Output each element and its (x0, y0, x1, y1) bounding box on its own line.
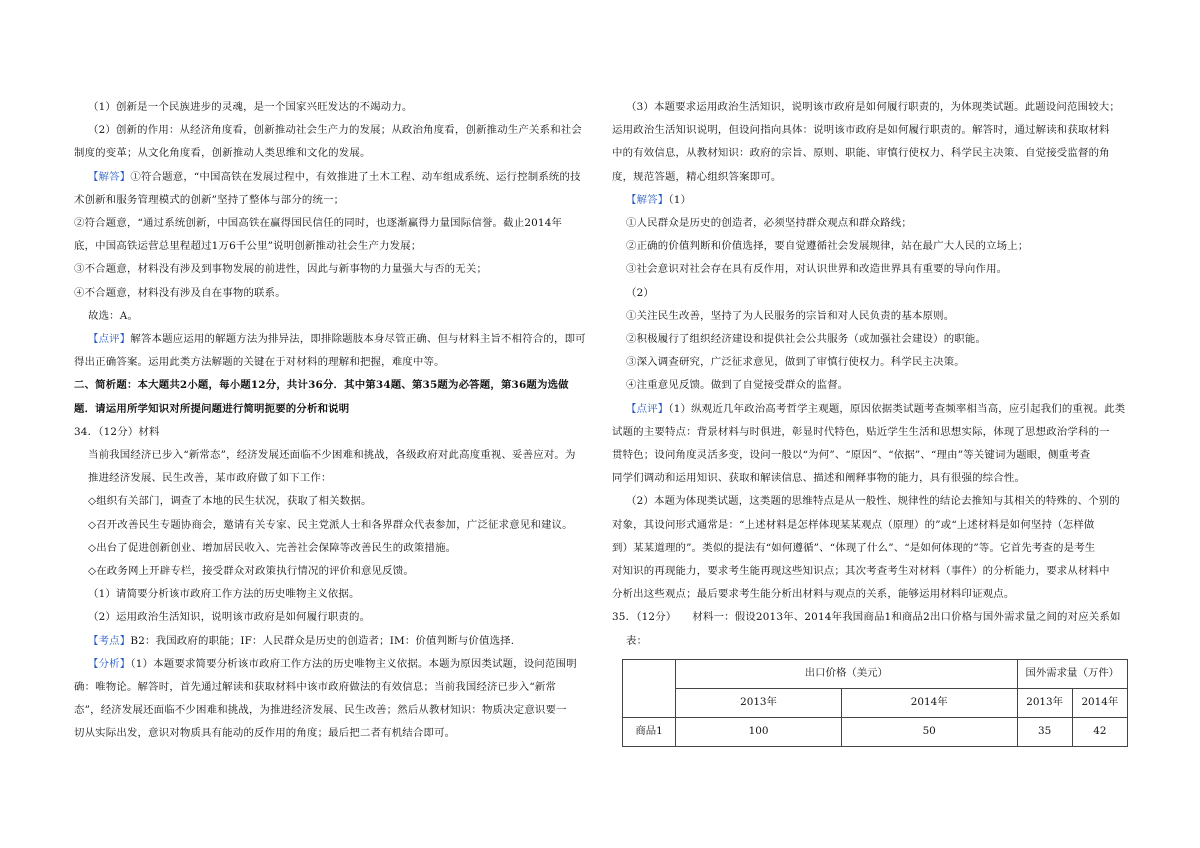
table-year-cell: 2014年 (841, 688, 1017, 717)
table-header-row (623, 659, 1128, 688)
answer-part2: （2） (626, 286, 654, 299)
answer-2-line2: 底，中国高铁运营总里程超过1万6千公里”说明创新推动社会生产力发展； (74, 240, 422, 253)
analysis3-line2: 运用政治生活知识说明，但设问指向具体：说明该市政府是如何履行职责的。解答时，通过解读和获取材料 (612, 124, 1110, 137)
question-35-line1: 35．（12分） 材料一：假设2013年、2014年我国商品1和商品2出口价格与国外需求量之间的对应关系如 (612, 611, 1121, 624)
review-line2: 得出正确答案。运用此类方法解题的关键在于对材料的理解和把握，难度中等。 (74, 356, 445, 369)
answer-1-line2: 术创新和服务管理模式的创新”坚持了整体与部分的统一； (74, 193, 345, 206)
q34-item-2: ◇召开改善民生专题协商会，邀请有关专家、民主党派人士和各界群众代表参加，广泛征求意见和建议。 (88, 518, 573, 531)
answer-a3: ③社会意识对社会存在具有反作用，对认识世界和改造世界具有重要的导向作用。 (626, 263, 1008, 276)
analysis-tag: 【分析】 (88, 657, 131, 670)
review-line1: 【点评】（1）纵观近几年政治高考哲学主观题，原因依据类试题考查频率相当高，应引起我们的重视。此类 (626, 402, 1126, 415)
review-line3: 贯特色；设问角度灵活多变，设问一般以“为何”、“原因”、“依据”、“理由”等关键词为题眼，侧重考查 (612, 449, 1091, 462)
review2-line2: 对象，其设问形式通常是：“上述材料是怎样体现某某观点（原理）的”或“上述材料是如何坚持（怎样做 (612, 518, 1095, 531)
table-corner-cell (623, 659, 676, 717)
review-tag: 【点评】 (88, 333, 131, 346)
left-column (74, 96, 592, 746)
analysis-line3: 态”，经济发展还面临不少困难和挑战，为推进经济发展、民生改善；然后从教材知识：物质决定意识要一 (74, 704, 567, 717)
table-year-cell: 2013年 (676, 688, 842, 717)
knowledge-tag: 【考点】 (88, 634, 131, 647)
point-2-line1: （2）创新的作用：从经济角度看，创新推动社会生产力的发展；从政治角度看，创新推动生产关系和社会 (88, 124, 582, 137)
table-cell: 50 (841, 717, 1017, 746)
q34-item-3: ◇出台了促进创新创业、增加居民收入、完善社会保障等改善民生的政策措施。 (88, 541, 457, 554)
answer-4: ④不合题意，材料没有涉及自在事物的联系。 (74, 286, 286, 299)
table-year-cell: 2014年 (1072, 688, 1127, 717)
answer-a1: ①人民群众是历史的创造者，必须坚持群众观点和群众路线； (626, 217, 912, 230)
right-column (612, 96, 1130, 747)
question-35-line2: 表： (626, 634, 648, 647)
table-cell: 42 (1072, 717, 1127, 746)
table-year-cell: 2013年 (1017, 688, 1072, 717)
analysis-line1: 【分析】（1）本题要求简要分析该市政府工作方法的历史唯物主义依据。本题为原因类试题，设问范围明 (88, 657, 577, 670)
q34-material-line2: 推进经济发展、民生改善，某市政府做了如下工作： (88, 472, 332, 485)
review2-line3: 到）某某道理的”。类似的提法有“如何遵循”、“体现了什么”、“是如何体现的”等。它首先考查的是考生 (612, 541, 1096, 554)
analysis3-line4: 度，规范答题，精心组织答案即可。 (612, 170, 782, 183)
analysis3-line3: 中的有效信息，从教材知识：政府的宗旨、原则、职能、审慎行使权力、科学民主决策、自觉接受监督的角 (612, 147, 1110, 160)
answer-1-line1: 【解答】①符合题意，“中国高铁在发展过程中，有效推进了土木工程、动车组成系统、运行控制系统的技 (88, 170, 581, 183)
q34-material-line1: 当前我国经济已步入“新常态”，经济发展还面临不少困难和挑战，各级政府对此高度重视、妥善应对。为 (88, 449, 576, 462)
table-row (623, 717, 1128, 746)
review2-line1: （2）本题为体现类试题，这类题的思维特点是从一般性、规律性的结论去推知与其相关的特殊的、个别的 (626, 495, 1120, 508)
review-line2: 试题的主要特点：背景材料与时俱进，彰显时代特色，贴近学生生活和思想实际，体现了思想政治学科的一 (612, 425, 1110, 438)
answer-heading: 【解答】（1） (626, 193, 692, 206)
answer-tag: 【解答】 (626, 193, 669, 206)
analysis-line4: 切从实际出发，意识对物质具有能动的反作用的角度；最后把二者有机结合即可。 (74, 727, 456, 740)
q34-sub-2: （2）运用政治生活知识，说明该市政府是如何履行职责的。 (88, 611, 371, 624)
q34-sub-1: （1）请简要分析该市政府工作方法的历史唯物主义依据。 (88, 588, 360, 601)
price-demand-table (622, 659, 1128, 747)
review-line4: 同学们调动和运用知识、获取和解读信息、描述和阐释事物的能力，具有很强的综合性。 (612, 472, 1026, 485)
knowledge-points: 【考点】B2：我国政府的职能；IF：人民群众是历史的创造者；IM：价值判断与价值选择. (88, 634, 515, 647)
review-tag: 【点评】 (626, 402, 669, 415)
table-row-label: 商品1 (623, 717, 676, 746)
review2-line4: 对知识的再现能力，要求考生能再现这些知识点；其次考查考生对材料（事件）的分析能力，要求从材料中 (612, 565, 1110, 578)
q34-item-4: ◇在政务网上开辟专栏，接受群众对政策执行情况的评价和意见反馈。 (88, 565, 414, 578)
point-1: （1）创新是一个民族进步的灵魂，是一个国家兴旺发达的不竭动力。 (88, 101, 413, 113)
table-cell: 100 (676, 717, 842, 746)
answer-2-line1: ②符合题意，“通过系统创新，中国高铁在赢得国民信任的同时，也逐渐赢得力量国际信誉。截止2014年 (74, 217, 563, 230)
q34-item-1: ◇组织有关部门，调查了本地的民生状况，获取了相关数据。 (88, 495, 372, 508)
table-year-row (623, 688, 1128, 717)
review2-line5: 分析出这些观点；最后要求考生能分析出材料与观点的关系，能够运用材料印证观点。 (612, 588, 1015, 601)
table-cell: 35 (1017, 717, 1072, 746)
point-2-line2: 制度的变革；从文化角度看，创新推动人类思维和文化的发展。 (74, 147, 371, 160)
analysis3-line1: （3）本题要求运用政治生活知识，说明该市政府是如何履行职责的，为体现类试题。此题设问范围较大； (626, 101, 1120, 113)
answer-tag: 【解答】 (88, 170, 131, 183)
section-heading-line2: 题．请运用所学知识对所提问题进行简明扼要的分析和说明 (74, 402, 350, 415)
choice: 故选：A。 (88, 309, 139, 322)
section-heading-line1: 二、简析题：本大题共2小题，每小题12分，共计36分．其中第34题、第35题为必答题，第36题为选做 (74, 379, 569, 392)
answer-b1: ①关注民生改善，坚持了为人民服务的宗旨和对人民负责的基本原则。 (626, 309, 955, 322)
table-header-price: 出口价格（美元） (676, 659, 1017, 688)
answer-b4: ④注重意见反馈。做到了自觉接受群众的监督。 (626, 379, 849, 392)
answer-b3: ③深入调查研究，广泛征求意见，做到了审慎行使权力。科学民主决策。 (626, 356, 965, 369)
table-header-demand: 国外需求量（万件） (1017, 659, 1127, 688)
analysis-line2: 确：唯物论。解答时，首先通过解读和获取材料中该市政府做法的有效信息；当前我国经济已步入“新常 (74, 681, 557, 694)
question-34: 34．（12分）材料 (74, 425, 160, 438)
review-line1: 【点评】解答本题应运用的解题方法为排异法，即排除题肢本身尽管正确、但与材料主旨不相符合的，即可 (88, 333, 586, 346)
answer-3: ③不合题意，材料没有涉及到事物发展的前进性，因此与新事物的力量强大与否的无关； (74, 263, 488, 276)
answer-b2: ②积极履行了组织经济建设和提供社会公共服务（或加强社会建设）的职能。 (626, 333, 987, 346)
answer-a2: ②正确的价值判断和价值选择，要自觉遵循社会发展规律，站在最广大人民的立场上； (626, 240, 1029, 253)
